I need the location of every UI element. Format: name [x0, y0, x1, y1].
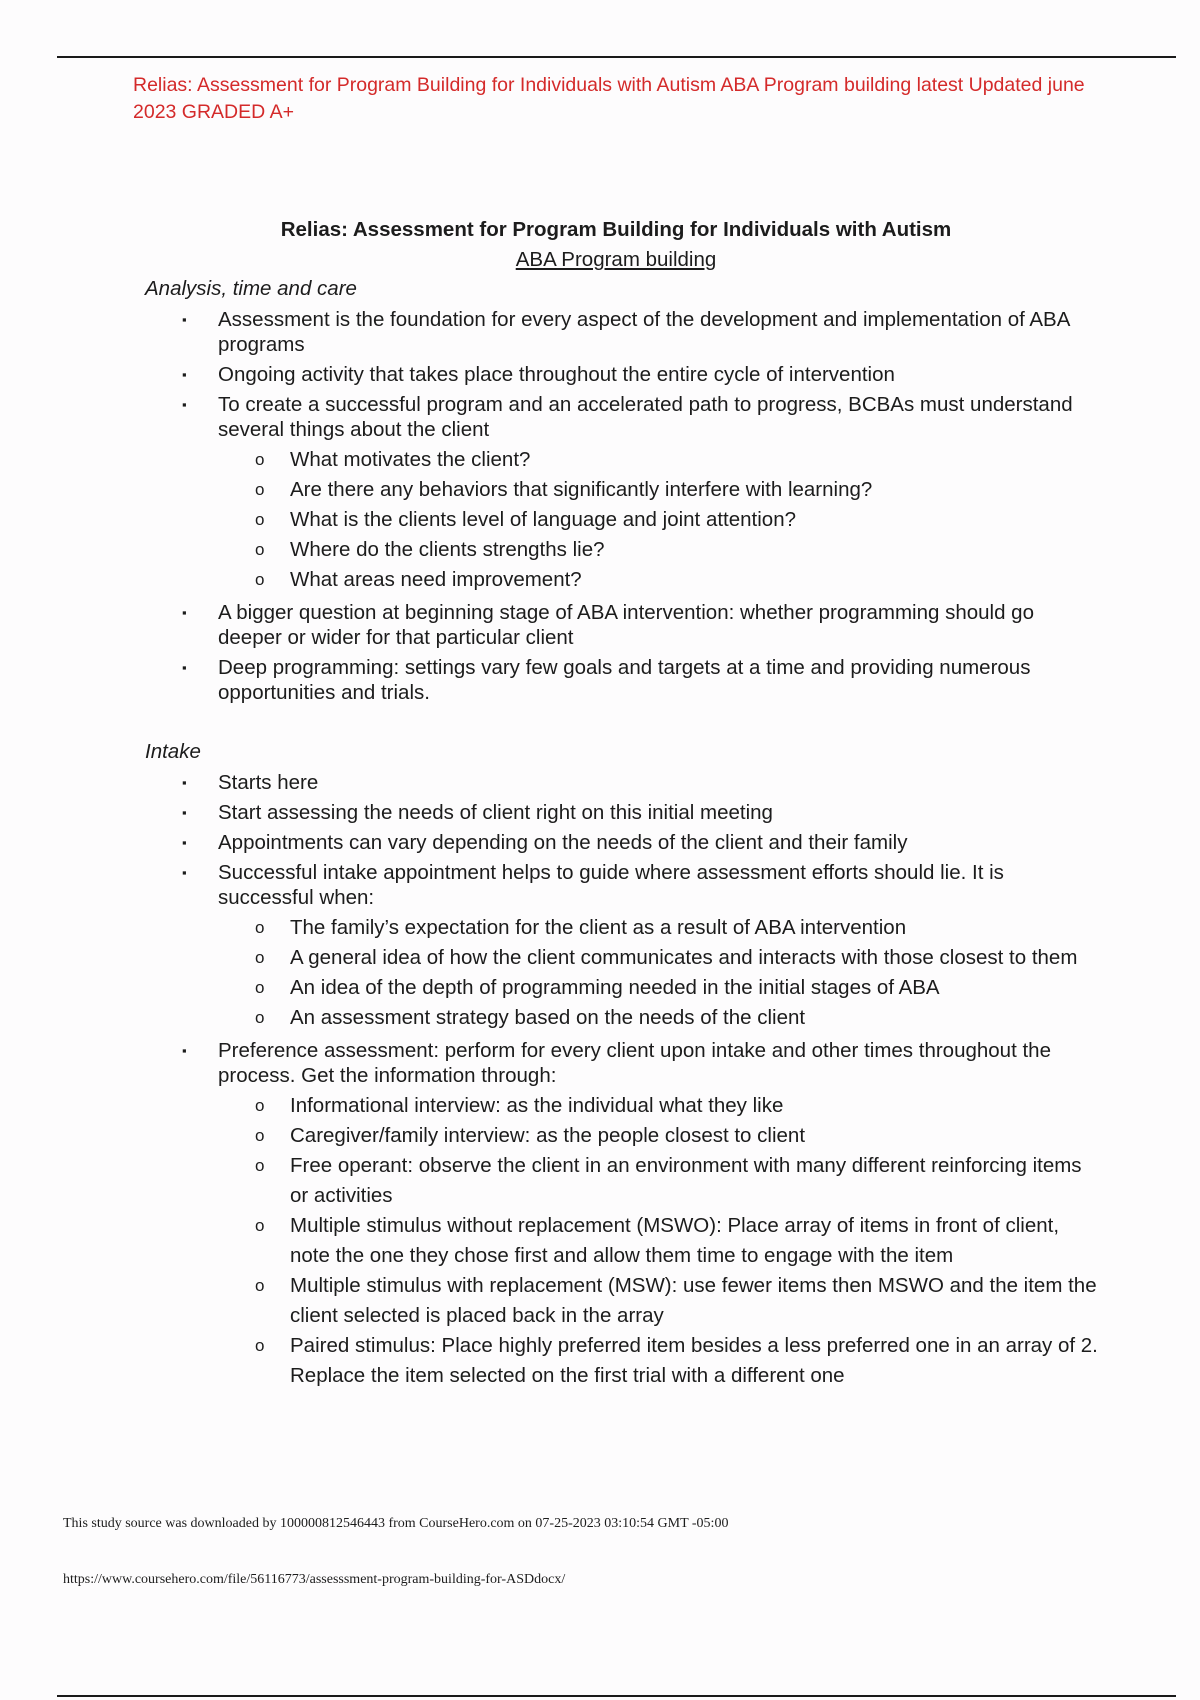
sub-list: [218, 1091, 1098, 1391]
sub-list-item: [218, 973, 1100, 1003]
sub-list-item: [218, 1121, 1100, 1151]
bullet-marker: ▪: [182, 660, 187, 675]
bullet-marker: ▪: [182, 605, 187, 620]
sub-bullet-marker: o: [255, 450, 265, 469]
bullet-marker: ▪: [182, 865, 187, 880]
sub-list-item: [218, 1151, 1100, 1211]
bottom-rule: [57, 1695, 1176, 1697]
sub-list-item: [218, 1003, 1100, 1033]
sub-bullet-marker: o: [255, 1008, 265, 1027]
sub-bullet-marker: o: [255, 1276, 265, 1295]
list-item-text: To create a successful program and an accelerated path to progress, BCBAs must understand several things about the client: [218, 393, 1073, 441]
list-item: [0, 800, 1088, 825]
list-item: [0, 655, 1088, 705]
bullet-marker: ▪: [182, 835, 187, 850]
sub-list-item-text: Are there any behaviors that significantly interfere with learning?: [290, 478, 873, 501]
list-item: [0, 362, 1088, 387]
sub-list-item-text: Multiple stimulus without replacement (MSWO): Place array of items in front of client, note the one they chose first and allow them time to engage with the item: [290, 1214, 1060, 1267]
sub-list-item-text: Informational interview: as the individual what they like: [290, 1094, 784, 1117]
sub-bullet-marker: o: [255, 1126, 265, 1145]
sub-bullet-marker: o: [255, 978, 265, 997]
sub-list: [218, 913, 1088, 1033]
sub-list-item: [218, 565, 1100, 595]
sub-list-item: [218, 445, 1100, 475]
sub-bullet-marker: o: [255, 570, 265, 589]
sub-list-item: [218, 505, 1100, 535]
list-item: [0, 770, 1088, 795]
sub-list-item: [218, 535, 1100, 565]
bullet-marker: ▪: [182, 367, 187, 382]
section-heading-analysis: Analysis, time and care: [145, 277, 357, 300]
sub-list-item-text: What is the clients level of language and joint attention?: [290, 508, 796, 531]
sub-list-item: [218, 1211, 1100, 1271]
sub-list-item-text: An assessment strategy based on the needs of the client: [290, 1006, 806, 1029]
sub-list-item-text: An idea of the depth of programming needed in the initial stages of ABA: [290, 976, 940, 999]
sub-list-item: [218, 475, 1100, 505]
list-item-text: A bigger question at beginning stage of ABA intervention: whether programming should go deeper or wider for that particular client: [218, 601, 1034, 649]
bullet-list-analysis: [0, 307, 1150, 710]
sub-list-item-text: The family’s expectation for the client as a result of ABA intervention: [290, 916, 907, 939]
bullet-marker: ▪: [182, 805, 187, 820]
sub-bullet-marker: o: [255, 1216, 265, 1235]
sub-bullet-marker: o: [255, 1156, 265, 1175]
sub-list-item: [218, 1091, 1100, 1121]
list-item: [0, 307, 1088, 357]
sub-list-item-text: Multiple stimulus with replacement (MSW): use fewer items then MSWO and the item the client selected is placed back in the array: [290, 1274, 1097, 1327]
list-item-text: Appointments can vary depending on the needs of the client and their family: [218, 831, 908, 854]
list-item-text: Start assessing the needs of client right on this initial meeting: [218, 801, 773, 824]
top-rule: [57, 56, 1176, 58]
list-item: [0, 830, 1088, 855]
section-heading-intake: Intake: [145, 740, 201, 763]
document-title: Relias: Assessment for Program Building for Individuals with Autism: [280, 218, 952, 241]
list-item-text: Starts here: [218, 771, 319, 794]
list-item-text: Assessment is the foundation for every aspect of the development and implementation of ABA programs: [218, 308, 1070, 356]
sub-bullet-marker: o: [255, 1336, 265, 1355]
bullet-marker: ▪: [182, 397, 187, 412]
list-item-text: Preference assessment: perform for every client upon intake and other times throughout the process. Get the information through:: [218, 1039, 1051, 1087]
sub-bullet-marker: o: [255, 918, 265, 937]
sub-list-item: [218, 1331, 1100, 1391]
sub-list-item-text: Paired stimulus: Place highly preferred item besides a less preferred one in an array of 2. Replace the item selected on the first trial with a different one: [290, 1334, 1098, 1387]
bullet-marker: ▪: [182, 775, 187, 790]
footer-url: https://www.coursehero.com/file/56116773/assesssment-program-building-for-ASDdocx/: [63, 1572, 566, 1587]
list-item-text: Deep programming: settings vary few goals and targets at a time and providing numerous opportunities and trials.: [218, 656, 1031, 704]
list-item-text: Ongoing activity that takes place throughout the entire cycle of intervention: [218, 363, 895, 386]
list-item-text: Successful intake appointment helps to guide where assessment efforts should lie. It is successful when:: [218, 861, 1004, 909]
sub-list-item-text: What areas need improvement?: [290, 568, 582, 591]
sub-bullet-marker: o: [255, 948, 265, 967]
sub-bullet-marker: o: [255, 540, 265, 559]
footer-source-line: This study source was downloaded by 100000812546443 from CourseHero.com on 07-25-2023 03:10:54 GMT -05:00: [63, 1516, 729, 1531]
document-subtitle: ABA Program building: [515, 248, 717, 271]
sub-list-item-text: Where do the clients strengths lie?: [290, 538, 605, 561]
sub-list-item-text: A general idea of how the client communicates and interacts with those closest to them: [290, 946, 1078, 969]
sub-list-item-text: Caregiver/family interview: as the people closest to client: [290, 1124, 806, 1147]
bullet-list-intake: [0, 770, 1150, 1396]
sub-bullet-marker: o: [255, 1096, 265, 1115]
sub-bullet-marker: o: [255, 480, 265, 499]
sub-list-item: [218, 913, 1100, 943]
sub-list: [218, 445, 1088, 595]
list-item: [0, 392, 1088, 595]
list-item: [0, 860, 1088, 1033]
bullet-marker: ▪: [182, 1043, 187, 1058]
list-item: [0, 1038, 1098, 1391]
sub-list-item: [218, 1271, 1100, 1331]
sub-bullet-marker: o: [255, 510, 265, 529]
sub-list-item-text: What motivates the client?: [290, 448, 531, 471]
list-item: [0, 600, 1088, 650]
document-banner: Relias: Assessment for Program Building for Individuals with Autism ABA Program building latest Updated june 2023 GRADED A+: [133, 74, 1085, 123]
sub-list-item: [218, 943, 1100, 973]
bullet-marker: ▪: [182, 312, 187, 327]
sub-list-item-text: Free operant: observe the client in an environment with many different reinforcing items or activities: [290, 1154, 1082, 1207]
